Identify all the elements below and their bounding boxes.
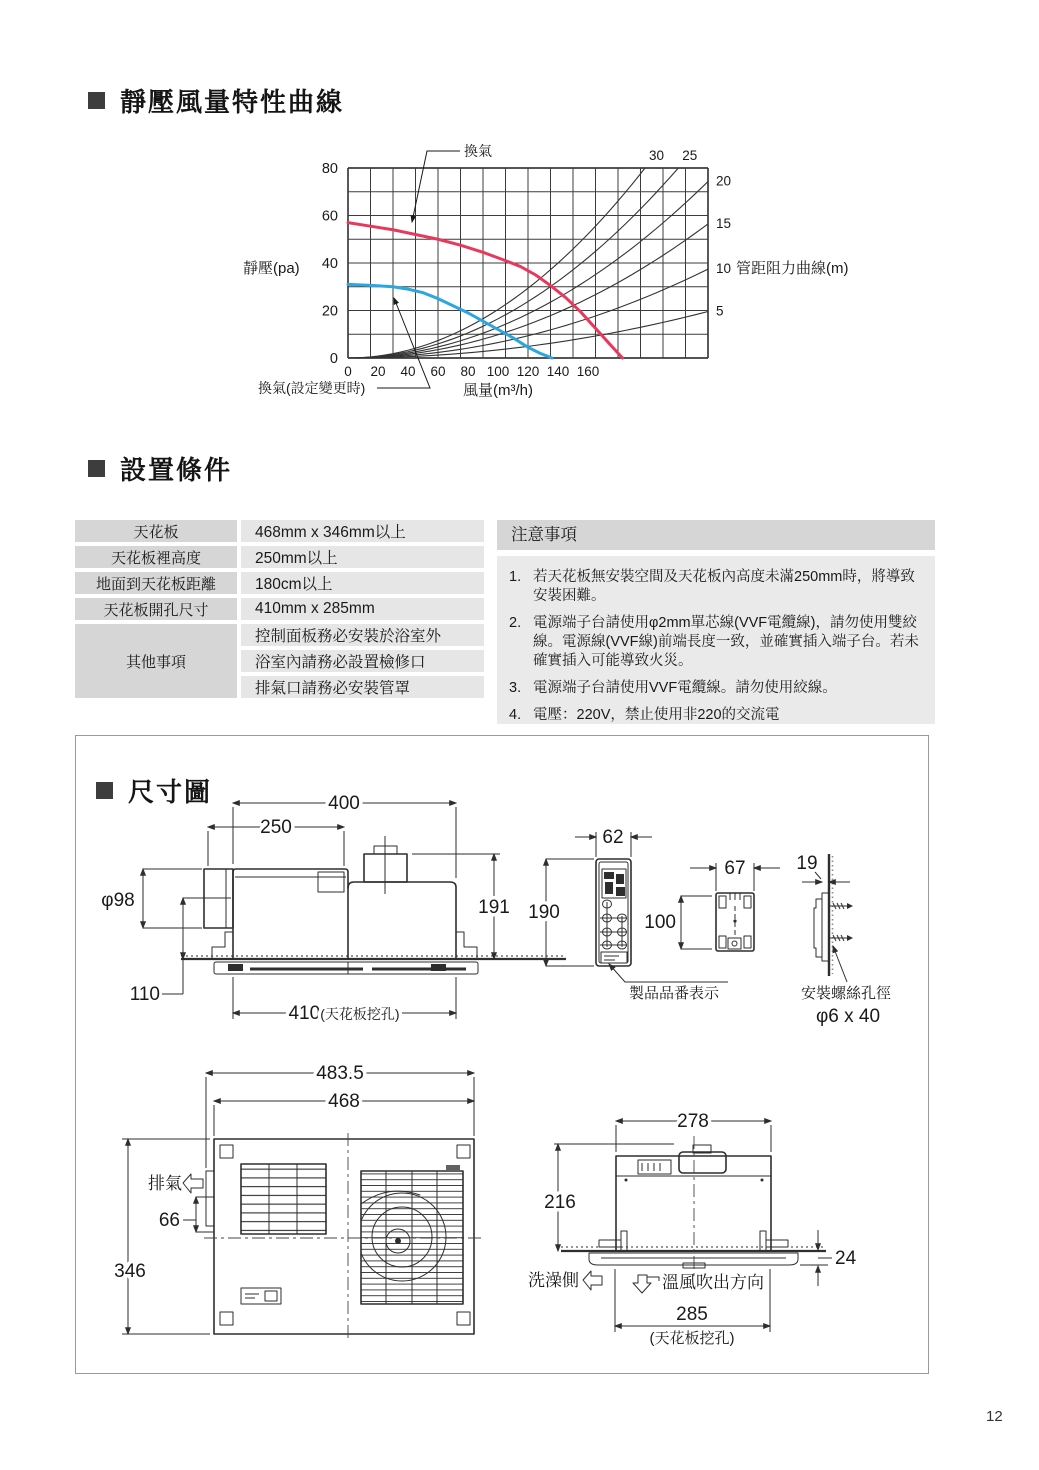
dim-duct-diameter: φ98: [101, 890, 135, 911]
dim-24: 24: [835, 1248, 857, 1269]
section-marker-square: [96, 782, 113, 799]
product-model-callout: 製品品番表示: [629, 985, 720, 1002]
bottom-view-diagram: [114, 1063, 484, 1340]
callout-ventilation: 換氣: [464, 143, 492, 159]
note-item: [505, 614, 925, 671]
svg-text:20: 20: [370, 364, 386, 379]
table-row-label: 其他事項: [75, 624, 237, 698]
dim-285-note: (天花板挖孔): [649, 1330, 735, 1347]
bath-side-label: 洗澡側: [528, 1271, 579, 1290]
page-number: 12: [986, 1408, 1003, 1425]
dim-19: 19: [796, 853, 818, 874]
note-item: [505, 679, 925, 698]
svg-text:20: 20: [321, 303, 338, 320]
remote-front-diagram: [528, 827, 728, 1002]
section-title-dims: 尺寸圖: [128, 777, 213, 807]
dim-67: 67: [724, 858, 746, 879]
table-row-label: 天花板: [75, 520, 237, 542]
section-heading-dims: [96, 772, 212, 809]
svg-text:20: 20: [716, 173, 732, 189]
note-number: 3.: [509, 680, 522, 696]
mounting-screw: [829, 935, 853, 941]
remote-side-diagram: [796, 853, 891, 1027]
note-number: 2.: [509, 615, 522, 631]
note-item: [505, 568, 925, 606]
table-row-label: 地面到天花板距離: [75, 572, 237, 594]
callout-ventilation-alt: 換氣(設定變更時): [258, 380, 366, 396]
dim-410-cutout: 410(天花板挖孔): [288, 1003, 400, 1024]
svg-text:5: 5: [716, 303, 724, 319]
dim-483-5: 483.5: [316, 1063, 364, 1084]
svg-text:60: 60: [321, 208, 338, 225]
dim-190: 190: [528, 902, 560, 923]
section-title-curve: 靜壓風量特性曲線: [120, 87, 345, 117]
brand-mark: [446, 1165, 460, 1170]
notes-title: 注意事項: [497, 520, 935, 550]
note-text: 電壓：220V，禁止使用非220的交流電: [533, 707, 780, 723]
screw-hole-label: 安裝螺絲孔徑: [800, 985, 892, 1002]
section-heading-setup: [88, 450, 232, 487]
table-row-value: 250mm以上: [241, 546, 484, 568]
table-row-value: 410mm x 285mm: [241, 598, 484, 620]
table-row-value: 排氣口請務必安裝管罩: [241, 676, 484, 698]
svg-text:80: 80: [460, 364, 476, 379]
svg-text:10: 10: [716, 261, 732, 277]
svg-text:40: 40: [400, 364, 416, 379]
dim-66: 66: [158, 1210, 180, 1231]
chart-y-axis-label: 靜壓(pa): [243, 260, 300, 277]
exhaust-arrow-icon: [183, 1174, 203, 1193]
resistance-curves-label: 管距阻力曲線(m): [736, 260, 849, 277]
section-marker-square: [88, 460, 105, 477]
section-heading-curve: [88, 82, 344, 119]
table-row-value: 控制面板務必安裝於浴室外: [241, 624, 484, 646]
table-row-label: 天花板開孔尺寸: [75, 598, 237, 620]
svg-text:120: 120: [516, 364, 540, 379]
dim-468: 468: [328, 1091, 360, 1112]
note-number: 4.: [509, 707, 522, 723]
notes-body: [497, 556, 935, 724]
table-row-value: 468mm x 346mm以上: [241, 520, 484, 542]
dim-346: 346: [114, 1261, 146, 1282]
dim-110: 110: [129, 984, 160, 1005]
svg-text:0: 0: [329, 351, 338, 367]
remote-back-diagram: [644, 858, 780, 951]
note-text: 電源端子台請使用φ2mm單芯線(VVF電纜線)，請勿使用雙絞線。電源線(VVF線)前端長度一致，並確實插入端子台。若未確實插入可能導致火災。: [533, 615, 919, 669]
dim-278: 278: [677, 1111, 709, 1132]
svg-text:60: 60: [430, 364, 446, 379]
installation-conditions-table: [75, 520, 482, 698]
bath-side-arrow-icon: [583, 1271, 602, 1290]
chart-plot-area: [322, 148, 731, 379]
side-view-diagram: [101, 793, 566, 1024]
svg-text:80: 80: [321, 161, 338, 177]
table-row-value: 浴室內請務必設置檢修口: [241, 650, 484, 672]
svg-text:140: 140: [546, 364, 570, 379]
dim-285: 285: [676, 1304, 708, 1325]
warm-air-arrow-icon: [633, 1275, 651, 1293]
mounting-screw: [829, 903, 853, 909]
dim-100: 100: [644, 912, 676, 933]
dim-191: 191: [478, 897, 510, 918]
dim-62: 62: [602, 827, 624, 848]
fan-grille: [358, 1171, 463, 1304]
end-view-diagram: [528, 1111, 857, 1347]
svg-text:0: 0: [344, 364, 352, 379]
screw-hole-size: φ6 x 40: [815, 1006, 881, 1027]
dim-216: 216: [544, 1192, 576, 1213]
svg-text:100: 100: [486, 364, 510, 379]
exhaust-label: 排氣: [148, 1174, 182, 1193]
svg-text:160: 160: [576, 364, 600, 379]
callout-line-ventilation: [412, 151, 460, 222]
note-text: 電源端子台請使用VVF電纜線。請勿使用絞線。: [533, 680, 837, 696]
intake-grille: [241, 1164, 326, 1234]
dim-250: 250: [260, 817, 292, 838]
chart-x-axis-label: 風量(m³/h): [463, 382, 533, 399]
section-marker-square: [88, 92, 105, 109]
dimension-diagrams: [76, 736, 928, 1373]
svg-text:25: 25: [682, 148, 698, 163]
dimension-diagram-box: [75, 735, 929, 1374]
note-number: 1.: [509, 569, 522, 585]
table-row-label: 天花板裡高度: [75, 546, 237, 568]
pressure-flow-chart: [240, 140, 850, 410]
svg-text:30: 30: [649, 148, 665, 163]
dim-400: 400: [328, 793, 360, 814]
svg-text:40: 40: [321, 256, 338, 272]
notes-panel: [497, 520, 935, 724]
warm-air-label: 溫風吹出方向: [662, 1273, 764, 1292]
note-text: 若天花板無安裝空間及天花板內高度未滿250mm時，將導致安裝困難。: [533, 569, 915, 604]
note-item: [505, 706, 925, 724]
table-row-value: 180cm以上: [241, 572, 484, 594]
section-title-setup: 設置條件: [120, 455, 233, 485]
switch-box: [241, 1288, 281, 1304]
svg-text:15: 15: [716, 215, 732, 231]
